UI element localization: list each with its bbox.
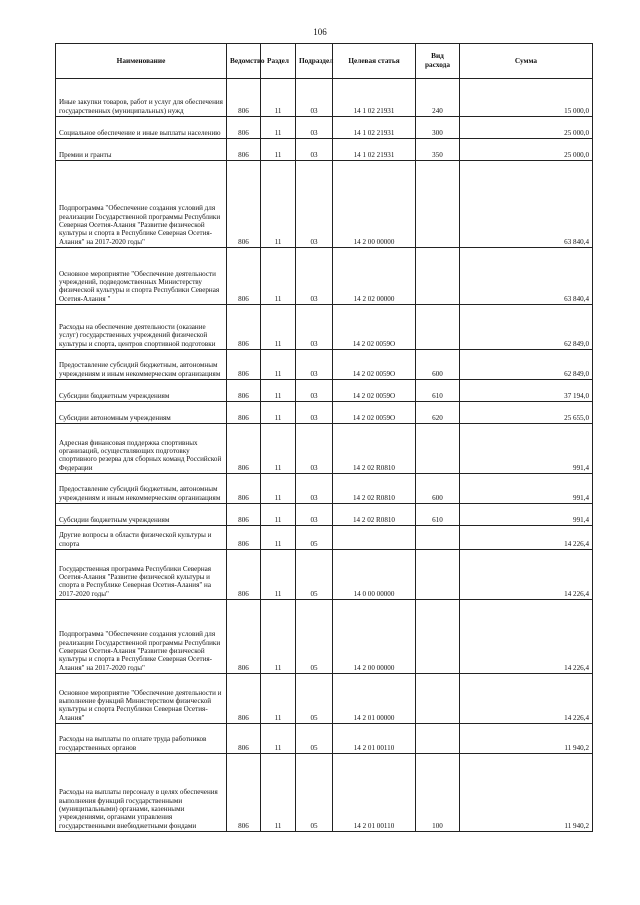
header-dept: Ведомство [227, 44, 261, 79]
table-row [56, 424, 593, 474]
cell-exp-type: 600 [416, 474, 460, 504]
cell-exp-type [416, 305, 460, 350]
cell-dept: 806 [227, 674, 261, 724]
cell-name: Предоставление субсидий бюджетным, автономным учреждениям и иным некоммерческим организациям [56, 474, 227, 504]
cell-target: 14 2 01 00110 [333, 754, 416, 832]
table-row [56, 139, 593, 161]
cell-name: Субсидии бюджетным учреждениям [56, 380, 227, 402]
cell-exp-type [416, 526, 460, 550]
cell-dept: 806 [227, 600, 261, 674]
cell-subsection: 03 [296, 79, 333, 117]
cell-subsection: 03 [296, 139, 333, 161]
cell-target: 14 2 02 00000 [333, 248, 416, 305]
header-section: Раздел [261, 44, 296, 79]
cell-exp-type [416, 161, 460, 248]
cell-target: 14 1 02 21931 [333, 79, 416, 117]
cell-exp-type [416, 424, 460, 474]
cell-section: 11 [261, 402, 296, 424]
cell-name: Субсидии бюджетным учреждениям [56, 504, 227, 526]
cell-name: Государственная программа Республики Северная Осетия-Алания "Развитие физической культуры и спорта в Республике Северная Осетия-Алания" на 2017-2020 годы" [56, 550, 227, 600]
cell-dept: 806 [227, 754, 261, 832]
cell-amount: 11 940,2 [460, 724, 593, 754]
cell-exp-type: 600 [416, 350, 460, 380]
cell-amount: 25 000,0 [460, 117, 593, 139]
cell-exp-type: 240 [416, 79, 460, 117]
cell-subsection: 03 [296, 504, 333, 526]
cell-section: 11 [261, 474, 296, 504]
table-row [56, 674, 593, 724]
cell-amount: 14 226,4 [460, 600, 593, 674]
cell-dept: 806 [227, 402, 261, 424]
cell-name: Подпрограмма "Обеспечение создания условий для реализации Государственной программы Республики Северная Осетия-Алания "Развитие физической культуры и спорта в Республике Северная Осетия-Алания" на 2017-2020 годы" [56, 600, 227, 674]
cell-dept: 806 [227, 305, 261, 350]
cell-exp-type: 300 [416, 117, 460, 139]
cell-subsection: 03 [296, 248, 333, 305]
cell-subsection: 05 [296, 550, 333, 600]
cell-section: 11 [261, 380, 296, 402]
cell-amount: 14 226,4 [460, 526, 593, 550]
cell-exp-type: 610 [416, 380, 460, 402]
cell-dept: 806 [227, 474, 261, 504]
page-number: 106 [313, 27, 327, 37]
cell-amount: 991,4 [460, 424, 593, 474]
cell-dept: 806 [227, 350, 261, 380]
budget-table [55, 43, 593, 832]
table-row [56, 117, 593, 139]
cell-exp-type: 620 [416, 402, 460, 424]
table-row [56, 79, 593, 117]
table-row [56, 550, 593, 600]
cell-target: 14 1 02 21931 [333, 117, 416, 139]
cell-section: 11 [261, 526, 296, 550]
cell-dept: 806 [227, 139, 261, 161]
header-amount: Сумма [460, 44, 593, 79]
cell-section: 11 [261, 600, 296, 674]
header-target: Целевая статья [333, 44, 416, 79]
cell-name: Расходы на выплаты по оплате труда работников государственных органов [56, 724, 227, 754]
cell-amount: 63 840,4 [460, 161, 593, 248]
cell-target: 14 0 00 00000 [333, 550, 416, 600]
cell-name: Социальное обеспечение и иные выплаты населению [56, 117, 227, 139]
header-name: Наименование [56, 44, 227, 79]
cell-section: 11 [261, 424, 296, 474]
cell-name: Подпрограмма "Обеспечение создания условий для реализации Государственной программы Республики Северная Осетия-Алания "Развитие физической культуры и спорта в Республике Северная Осетия-Алания" на 2017-2020 годы" [56, 161, 227, 248]
cell-exp-type [416, 248, 460, 305]
cell-exp-type: 100 [416, 754, 460, 832]
cell-amount: 11 940,2 [460, 754, 593, 832]
cell-target: 14 2 01 00000 [333, 674, 416, 724]
table-row [56, 724, 593, 754]
cell-target: 14 2 02 R0810 [333, 504, 416, 526]
cell-target: 14 2 02 R0810 [333, 474, 416, 504]
cell-subsection: 03 [296, 161, 333, 248]
cell-subsection: 05 [296, 600, 333, 674]
table-row [56, 248, 593, 305]
table-header-row [56, 44, 593, 79]
cell-name: Другие вопросы в области физической культуры и спорта [56, 526, 227, 550]
cell-amount: 14 226,4 [460, 550, 593, 600]
cell-section: 11 [261, 550, 296, 600]
cell-target: 14 2 02 0059О [333, 305, 416, 350]
cell-subsection: 05 [296, 724, 333, 754]
cell-subsection: 03 [296, 402, 333, 424]
cell-target: 14 2 00 00000 [333, 600, 416, 674]
table-row [56, 305, 593, 350]
cell-dept: 806 [227, 504, 261, 526]
cell-target: 14 2 02 R0810 [333, 424, 416, 474]
cell-subsection: 03 [296, 474, 333, 504]
cell-section: 11 [261, 754, 296, 832]
cell-name: Основное мероприятие "Обеспечение деятельности и выполнение функций Министерством физической культуры и спорта Республики Северная Осетия-Алания" [56, 674, 227, 724]
cell-target [333, 526, 416, 550]
cell-dept: 806 [227, 79, 261, 117]
cell-name: Основное мероприятие "Обеспечение деятельности учреждений, подведомственных Министерству физической культуры и спорта Республики Северная Осетия-Алания " [56, 248, 227, 305]
cell-exp-type [416, 600, 460, 674]
cell-subsection: 03 [296, 117, 333, 139]
cell-amount: 37 194,0 [460, 380, 593, 402]
cell-name: Расходы на выплаты персоналу в целях обеспечения выполнения функций государственными (муниципальными) органами, казенными учреждениями, органами управления государственными внебюджетными фондами [56, 754, 227, 832]
cell-target: 14 2 02 0059О [333, 402, 416, 424]
cell-name: Расходы на обеспечение деятельности (оказание услуг) государственных учреждений физической культуры и спорта, центров спортивной подготовки [56, 305, 227, 350]
cell-subsection: 03 [296, 350, 333, 380]
cell-name: Адресная финансовая поддержка спортивных организаций, осуществляющих подготовку спортивного резерва для сборных команд Российской Федерации [56, 424, 227, 474]
cell-exp-type [416, 550, 460, 600]
cell-exp-type: 610 [416, 504, 460, 526]
cell-subsection: 05 [296, 674, 333, 724]
table-row [56, 380, 593, 402]
table-row [56, 754, 593, 832]
cell-section: 11 [261, 504, 296, 526]
cell-target: 14 2 00 00000 [333, 161, 416, 248]
cell-section: 11 [261, 117, 296, 139]
cell-dept: 806 [227, 380, 261, 402]
cell-name: Премии и гранты [56, 139, 227, 161]
cell-amount: 62 849,0 [460, 305, 593, 350]
cell-target: 14 2 02 0059О [333, 380, 416, 402]
cell-target: 14 2 01 00110 [333, 724, 416, 754]
cell-dept: 806 [227, 526, 261, 550]
header-exp-type: Вид расхода [416, 44, 460, 79]
cell-amount: 62 849,0 [460, 350, 593, 380]
table-body [56, 79, 593, 832]
cell-name: Иные закупки товаров, работ и услуг для обеспечения государственных (муниципальных) нужд [56, 79, 227, 117]
table-row [56, 474, 593, 504]
cell-dept: 806 [227, 117, 261, 139]
cell-name: Субсидии автономным учреждениям [56, 402, 227, 424]
table-row [56, 526, 593, 550]
cell-dept: 806 [227, 424, 261, 474]
table-row [56, 350, 593, 380]
cell-subsection: 05 [296, 754, 333, 832]
cell-dept: 806 [227, 248, 261, 305]
table-row [56, 504, 593, 526]
cell-dept: 806 [227, 161, 261, 248]
cell-dept: 806 [227, 724, 261, 754]
cell-amount: 991,4 [460, 504, 593, 526]
cell-section: 11 [261, 248, 296, 305]
cell-exp-type: 350 [416, 139, 460, 161]
cell-exp-type [416, 724, 460, 754]
cell-section: 11 [261, 674, 296, 724]
cell-amount: 25 655,0 [460, 402, 593, 424]
cell-subsection: 03 [296, 305, 333, 350]
cell-section: 11 [261, 305, 296, 350]
cell-section: 11 [261, 79, 296, 117]
cell-amount: 63 840,4 [460, 248, 593, 305]
cell-section: 11 [261, 161, 296, 248]
cell-section: 11 [261, 350, 296, 380]
cell-target: 14 1 02 21931 [333, 139, 416, 161]
cell-exp-type [416, 674, 460, 724]
cell-subsection: 05 [296, 526, 333, 550]
cell-amount: 25 000,0 [460, 139, 593, 161]
cell-amount: 15 000,0 [460, 79, 593, 117]
header-subsection: Подраздел [296, 44, 333, 79]
cell-target: 14 2 02 0059О [333, 350, 416, 380]
cell-amount: 14 226,4 [460, 674, 593, 724]
table-row [56, 161, 593, 248]
table-row [56, 600, 593, 674]
cell-name: Предоставление субсидий бюджетным, автономным учреждениям и иным некоммерческим организациям [56, 350, 227, 380]
cell-subsection: 03 [296, 424, 333, 474]
cell-amount: 991,4 [460, 474, 593, 504]
cell-section: 11 [261, 724, 296, 754]
cell-section: 11 [261, 139, 296, 161]
cell-subsection: 03 [296, 380, 333, 402]
cell-dept: 806 [227, 550, 261, 600]
table-row [56, 402, 593, 424]
